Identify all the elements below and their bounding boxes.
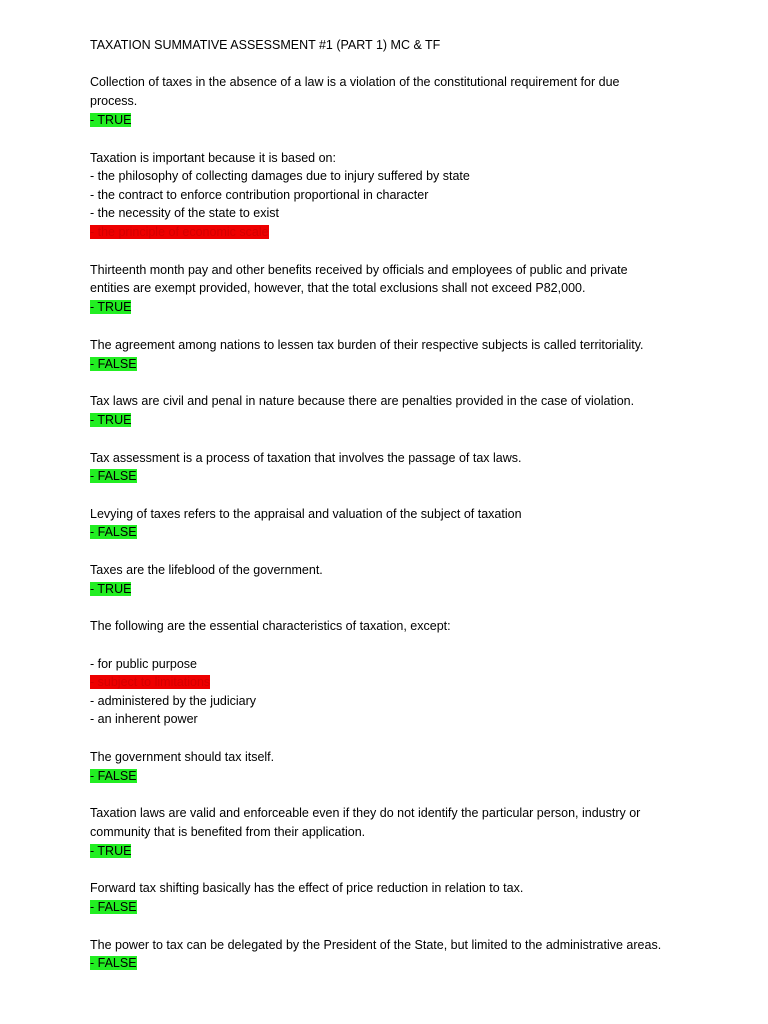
question-12: Forward tax shifting basically has the effect of price reduction in relation to tax. xyxy=(90,881,524,895)
question-5: Tax laws are civil and penal in nature because there are penalties provided in the case of violation. xyxy=(90,394,635,408)
option-9a: - for public purpose xyxy=(90,657,198,671)
question-11-line-1: Taxation laws are valid and enforceable even if they do not identify the particular person, industry or xyxy=(90,806,641,820)
answer-false-highlight: - FALSE xyxy=(90,357,137,371)
answer-1 xyxy=(90,111,131,129)
question-6: Tax assessment is a process of taxation that involves the passage of tax laws. xyxy=(90,451,522,465)
option-2a: - the philosophy of collecting damages due to injury suffered by state xyxy=(90,169,470,183)
question-3-line-2: entities are exempt provided, however, that the total exclusions shall not exceed P82,000. xyxy=(90,281,586,295)
answer-true-highlight: - TRUE xyxy=(90,113,132,127)
answer-selected-highlight: - subject to limitations xyxy=(90,675,211,689)
answer-true-highlight: - TRUE xyxy=(90,844,132,858)
answer-true-highlight: - TRUE xyxy=(90,582,132,596)
question-1-line-1: Collection of taxes in the absence of a law is a violation of the constitutional requirement for due xyxy=(90,75,620,89)
answer-false-highlight: - FALSE xyxy=(90,956,137,970)
answer-10 xyxy=(90,767,137,785)
option-2c: - the necessity of the state to exist xyxy=(90,206,279,220)
answer-selected-highlight: - the principle of economic scale xyxy=(90,225,269,239)
question-1-line-2: process. xyxy=(90,94,138,108)
document-title: TAXATION SUMMATIVE ASSESSMENT #1 (PART 1) MC & TF xyxy=(90,38,441,52)
question-3-line-1: Thirteenth month pay and other benefits received by officials and employees of public and private xyxy=(90,263,628,277)
option-2b: - the contract to enforce contribution proportional in character xyxy=(90,188,429,202)
question-11-line-2: community that is benefited from their application. xyxy=(90,825,366,839)
answer-3 xyxy=(90,298,131,316)
question-7: Levying of taxes refers to the appraisal and valuation of the subject of taxation xyxy=(90,507,522,521)
answer-false-highlight: - FALSE xyxy=(90,525,137,539)
answer-true-highlight: - TRUE xyxy=(90,413,132,427)
answer-false-highlight: - FALSE xyxy=(90,769,137,783)
question-9: The following are the essential characteristics of taxation, except: xyxy=(90,619,451,633)
answer-false-highlight: - FALSE xyxy=(90,469,137,483)
answer-6 xyxy=(90,467,137,485)
answer-true-highlight: - TRUE xyxy=(90,300,132,314)
option-2d xyxy=(90,223,269,241)
question-10: The government should tax itself. xyxy=(90,750,275,764)
answer-11 xyxy=(90,842,131,860)
question-4: The agreement among nations to lessen tax burden of their respective subjects is called territoriality. xyxy=(90,338,644,352)
answer-8 xyxy=(90,580,131,598)
question-13: The power to tax can be delegated by the President of the State, but limited to the administrative areas. xyxy=(90,938,662,952)
question-8: Taxes are the lifeblood of the government. xyxy=(90,563,323,577)
answer-5 xyxy=(90,411,131,429)
answer-13 xyxy=(90,954,137,972)
answer-false-highlight: - FALSE xyxy=(90,900,137,914)
answer-7 xyxy=(90,523,137,541)
option-9d: - an inherent power xyxy=(90,712,198,726)
answer-4 xyxy=(90,355,137,373)
option-9c: - administered by the judiciary xyxy=(90,694,257,708)
question-2: Taxation is important because it is based on: xyxy=(90,151,336,165)
answer-12 xyxy=(90,898,137,916)
option-9b xyxy=(90,673,210,691)
